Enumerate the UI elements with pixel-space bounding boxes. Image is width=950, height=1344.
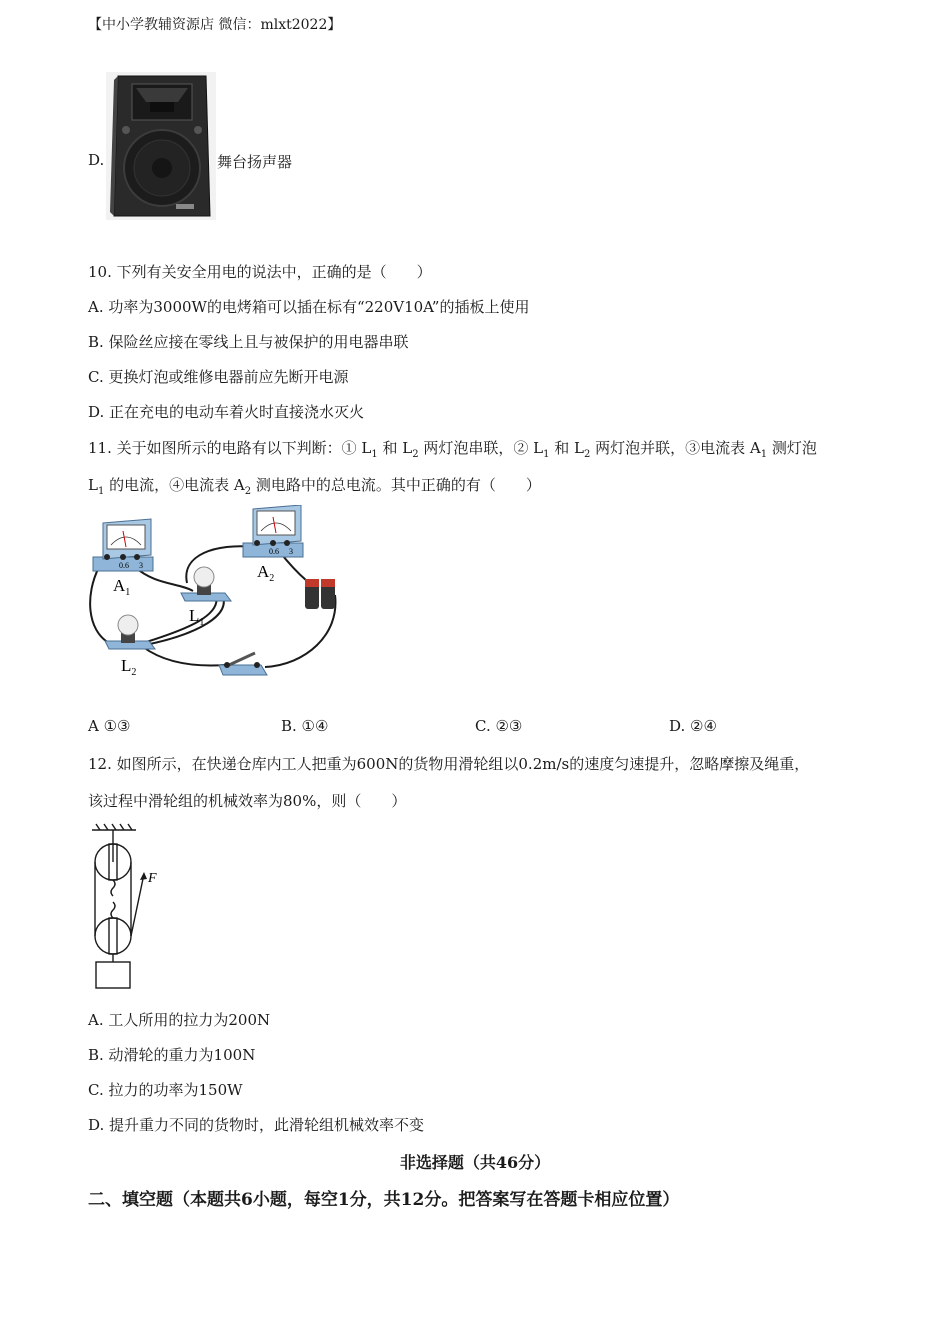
q11-option-b: B. ①④ xyxy=(281,717,329,735)
page-header: 【中小学教辅资源店 微信：mlxt2022】 xyxy=(88,17,342,33)
q9-option-d-text: 舞台扬声器 xyxy=(217,153,293,171)
speaker-image xyxy=(106,72,216,220)
battery xyxy=(305,579,335,609)
q10-stem: 10. 下列有关安全用电的说法中，正确的是（ ） xyxy=(88,263,432,281)
bulb-l1 xyxy=(181,567,231,601)
q11-stem-line2: $L_1$ 的电流，④电流表 $A_2$ 测电路中的总电流。其中正确的有（ ） xyxy=(88,476,541,497)
switch xyxy=(219,653,267,675)
q10-option-d: D. 正在充电的电动车着火时直接浇水灭火 xyxy=(88,403,365,421)
label-l2: $L_2$ xyxy=(121,656,137,678)
section-subtitle: 二、填空题（本题共6小题，每空1分，共12分。把答案写在答题卡相应位置） xyxy=(88,1190,680,1210)
section-title: 非选择题（共46分） xyxy=(399,1153,551,1172)
force-label: F xyxy=(148,871,157,886)
q12-stem-line2: 该过程中滑轮组的机械效率为80%，则（ ） xyxy=(88,792,407,810)
a2-scale-right: 3 xyxy=(289,547,293,556)
q12-stem-line1: 12. 如图所示，在快递仓库内工人把重为600N的货物用滑轮组以0.2m/s的速度匀速提升，忽略摩擦及绳重， xyxy=(88,755,810,773)
q9-option-d-label: D. xyxy=(88,151,105,169)
a2-scale-left: 0.6 xyxy=(269,547,279,556)
label-a1: $A_1$ xyxy=(113,576,131,598)
q12-option-d: D. 提升重力不同的货物时，此滑轮组机械效率不变 xyxy=(88,1116,425,1134)
q11-option-d: D. ②④ xyxy=(669,717,717,735)
q11-stem-line1: 11. 关于如图所示的电路有以下判断：① $L_1$ 和 $L_2$ 两灯泡串联，② $L_1$ 和 $L_2$ 两灯泡并联，③电流表 $A_1$ 测灯泡 xyxy=(88,439,817,460)
q12-option-c: C. 拉力的功率为150W xyxy=(88,1081,243,1099)
q10-option-c: C. 更换灯泡或维修电器前应先断开电源 xyxy=(88,368,349,386)
label-a2: $A_2$ xyxy=(257,562,275,584)
circuit-figure xyxy=(85,505,345,685)
pulley-figure xyxy=(86,822,166,990)
q10-option-a: A. 功率为3000W的电烤箱可以插在标有“220V10A”的插板上使用 xyxy=(88,298,530,316)
bulb-l2 xyxy=(105,615,155,649)
q12-option-b: B. 动滑轮的重力为100N xyxy=(88,1046,256,1064)
a1-scale-right: 3 xyxy=(139,561,143,570)
label-l1: $L_1$ xyxy=(189,606,205,628)
q10-option-b: B. 保险丝应接在零线上且与被保护的用电器串联 xyxy=(88,333,409,351)
q11-option-a: A ①③ xyxy=(88,717,131,735)
q11-option-c: C. ②③ xyxy=(475,717,523,735)
a1-scale-left: 0.6 xyxy=(119,561,129,570)
q12-option-a: A. 工人所用的拉力为200N xyxy=(88,1011,271,1029)
